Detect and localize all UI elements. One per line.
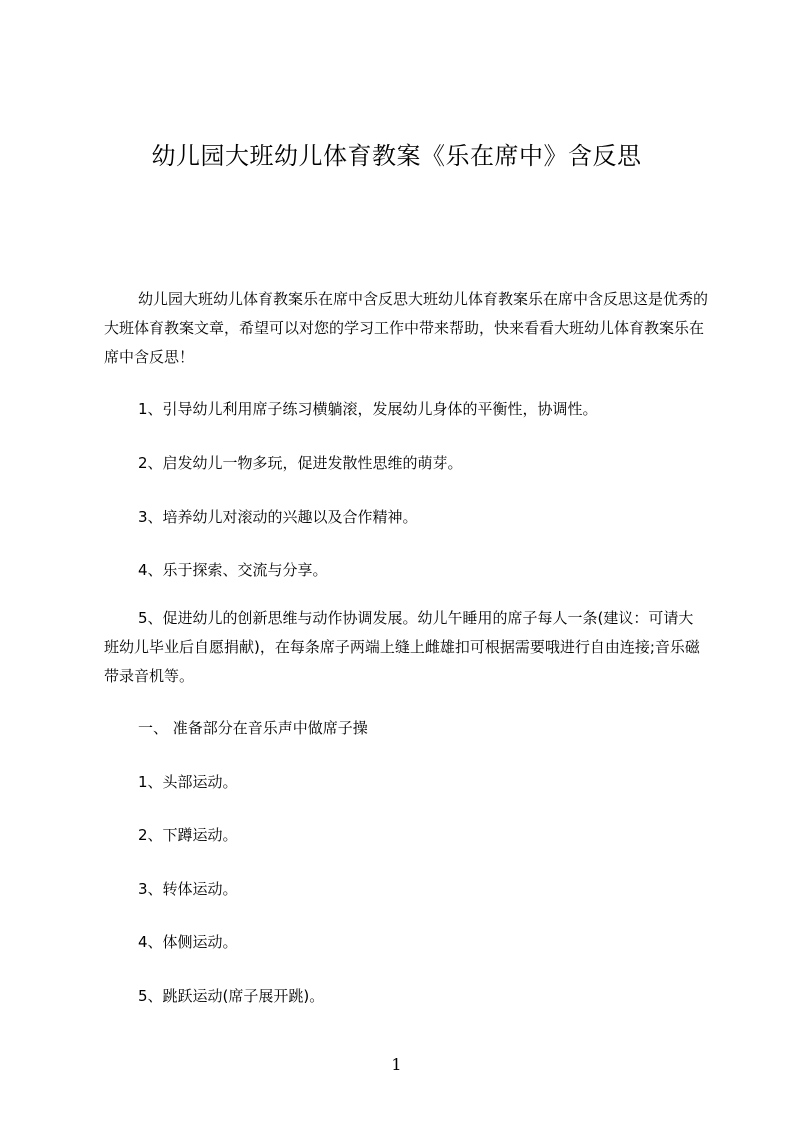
goal-text: 1、引导幼儿利用席子练习横躺滚，发展幼儿身体的平衡性，协调性。: [138, 400, 598, 418]
goal-text: 4、乐于探索、交流与分享。: [138, 561, 328, 579]
goal-text: 2、启发幼儿一物多玩，促进发散性思维的萌芽。: [138, 454, 463, 472]
step-text: 3、转体运动。: [138, 880, 238, 898]
step-text: 1、头部运动。: [138, 773, 238, 791]
step-item-3: [104, 875, 708, 904]
step-item-2: [104, 821, 708, 850]
goal-item-1: [104, 395, 708, 424]
intro-paragraph: [104, 285, 708, 372]
goal-item-4: [104, 556, 708, 585]
section-heading-text: 一、 准备部分在音乐声中做席子操: [138, 719, 368, 737]
intro-text: 幼儿园大班幼儿体育教案乐在席中含反思大班幼儿体育教案乐在席中含反思这是优秀的大班体育教案文章，希望可以对您的学习工作中带来帮助，快来看看大班幼儿体育教案乐在席中含反思！: [104, 290, 709, 366]
section-heading-1: [104, 714, 708, 743]
step-item-4: [104, 928, 708, 957]
step-text: 5、跳跃运动(席子展开跳)。: [138, 987, 325, 1005]
page-number: 1: [391, 1055, 402, 1074]
step-text: 2、下蹲运动。: [138, 826, 238, 844]
goal-item-5: [104, 604, 708, 691]
goal-item-2: [104, 449, 708, 478]
document-title: 幼儿园大班幼儿体育教案《乐在席中》含反思: [151, 142, 642, 170]
step-item-1: [104, 768, 708, 797]
goal-text: 5、促进幼儿的创新思维与动作协调发展。幼儿午睡用的席子每人一条(建议：可请大班幼儿毕业后自愿捐献)，在每条席子两端上缝上雌雄扣可根据需要哦进行自由连接;音乐磁带录音机等。: [104, 609, 700, 685]
goal-text: 3、培养幼儿对滚动的兴趣以及合作精神。: [138, 508, 418, 526]
step-text: 4、体侧运动。: [138, 933, 238, 951]
step-item-5: [104, 982, 708, 1011]
goal-item-3: [104, 503, 708, 532]
